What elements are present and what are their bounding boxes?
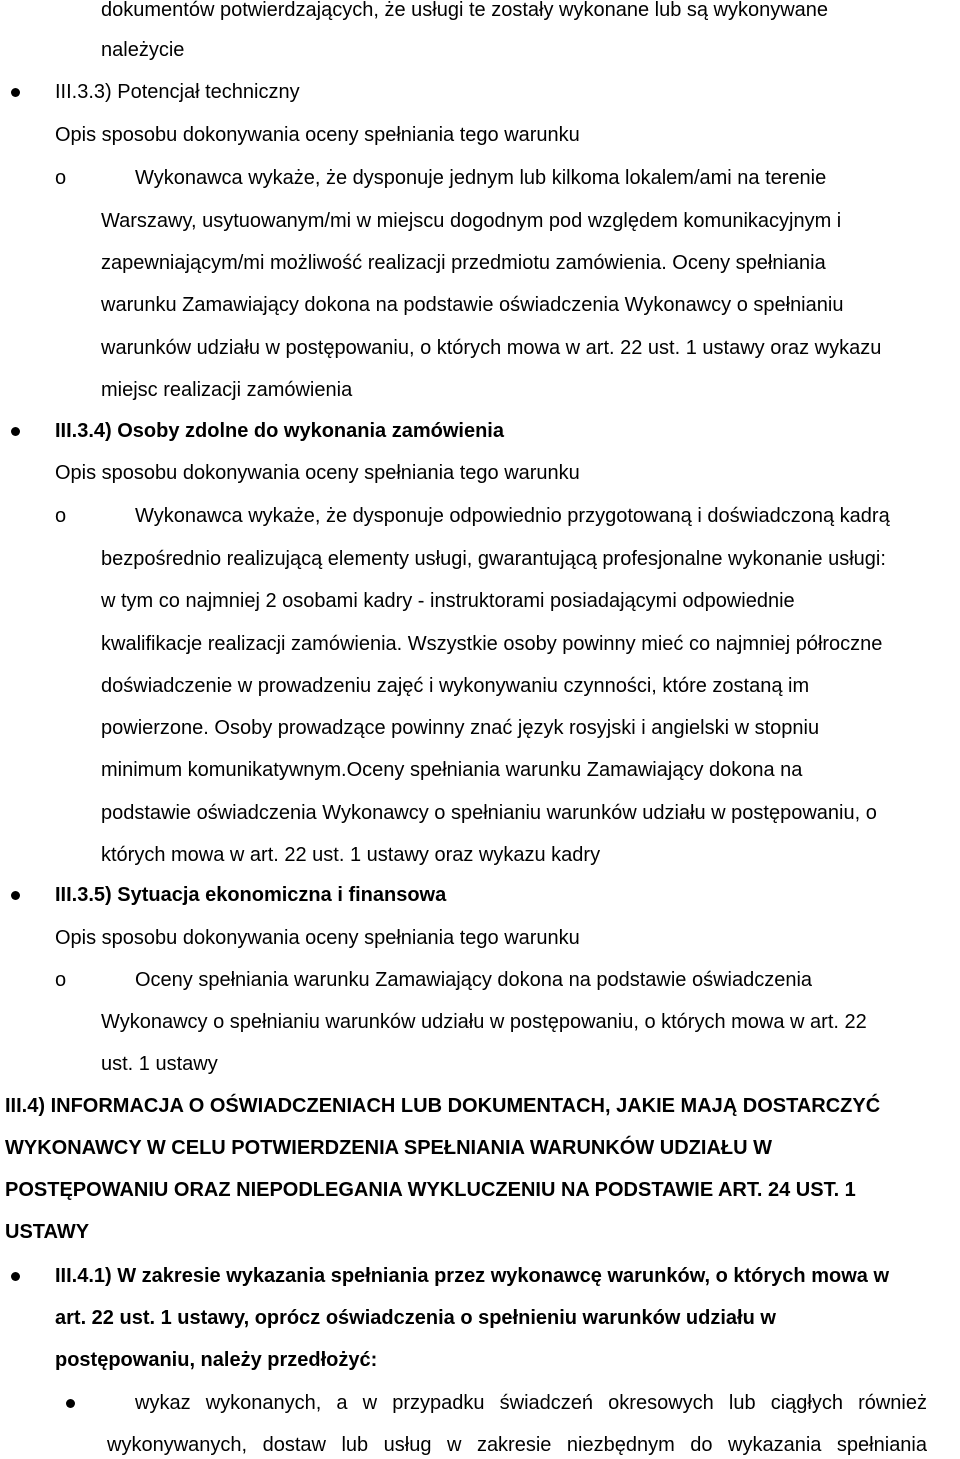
text-line: w tym co najmniej 2 osobami kadry - instruktorami posiadającymi odpowiednie — [101, 590, 795, 612]
section-heading: III.3.4) Osoby zdolne do wykonania zamówienia — [55, 420, 504, 442]
subheading: Opis sposobu dokonywania oceny spełniania tego warunku — [55, 927, 580, 949]
section-heading: III.4) INFORMACJA O OŚWIADCZENIACH LUB DOKUMENTACH, JAKIE MAJĄ DOSTARCZYĆ — [5, 1095, 881, 1117]
subheading: Opis sposobu dokonywania oceny spełniania tego warunku — [55, 462, 580, 484]
section-heading: art. 22 ust. 1 ustawy, oprócz oświadczenia o spełnieniu warunków udziału w — [55, 1307, 776, 1329]
section-heading: WYKONAWCY W CELU POTWIERDZENIA SPEŁNIANIA WARUNKÓW UDZIAŁU W — [5, 1137, 772, 1159]
text-line: Wykonawca wykaże, że dysponuje odpowiednio przygotowaną i doświadczoną kadrą — [135, 505, 890, 527]
bullet-icon — [11, 88, 20, 97]
section-heading: POSTĘPOWANIU ORAZ NIEPODLEGANIA WYKLUCZENIU NA PODSTAWIE ART. 24 UST. 1 — [5, 1179, 856, 1201]
text-line: warunków udziału w postępowaniu, o których mowa w art. 22 ust. 1 ustawy oraz wykazu — [101, 337, 882, 359]
bullet-icon — [11, 891, 20, 900]
subheading: Opis sposobu dokonywania oceny spełniania tego warunku — [55, 124, 580, 146]
text-line: których mowa w art. 22 ust. 1 ustawy oraz wykazu kadry — [101, 844, 601, 866]
text-line: należycie — [101, 39, 185, 61]
text-line: kwalifikacje realizacji zamówienia. Wszystkie osoby powinny mieć co najmniej półroczne — [101, 633, 883, 655]
section-heading: III.3.5) Sytuacja ekonomiczna i finansowa — [55, 884, 447, 906]
section-heading: III.3.3) Potencjał techniczny — [55, 81, 300, 103]
text-line: wykaz wykonanych, a w przypadku świadczeń okresowych lub ciągłych również — [135, 1392, 927, 1414]
text-line: dokumentów potwierdzających, że usługi te zostały wykonane lub są wykonywane — [101, 0, 829, 21]
text-line: minimum komunikatywnym.Oceny spełniania warunku Zamawiający dokona na — [101, 759, 803, 781]
text-line: zapewniającym/mi możliwość realizacji przedmiotu zamówienia. Oceny spełniania — [101, 252, 826, 274]
text-line: Wykonawca wykaże, że dysponuje jednym lub kilkoma lokalem/ami na terenie — [135, 167, 827, 189]
section-heading: USTAWY — [5, 1221, 90, 1243]
text-line: Warszawy, usytuowanym/mi w miejscu dogodnym pod względem komunikacyjnym i — [101, 210, 842, 232]
circle-bullet-icon: o — [55, 167, 67, 189]
text-line: warunku Zamawiający dokona na podstawie oświadczenia Wykonawcy o spełnianiu — [101, 294, 844, 316]
bullet-icon — [11, 1272, 20, 1281]
text-line: bezpośrednio realizującą elementy usługi, gwarantującą profesjonalne wykonanie usługi: — [101, 548, 886, 570]
circle-bullet-icon: o — [55, 969, 67, 991]
bullet-icon — [11, 427, 20, 436]
section-heading: postępowaniu, należy przedłożyć: — [55, 1349, 378, 1371]
bullet-icon — [66, 1399, 75, 1408]
text-line: doświadczenie w prowadzeniu zajęć i wykonywaniu czynności, które zostaną im — [101, 675, 810, 697]
text-line: wykonywanych, dostaw lub usług w zakresie niezbędnym do wykazania spełniania — [107, 1434, 927, 1456]
text-line: Oceny spełniania warunku Zamawiający dokona na podstawie oświadczenia — [135, 969, 813, 991]
text-line: miejsc realizacji zamówienia — [101, 379, 353, 401]
text-line: ust. 1 ustawy — [101, 1053, 218, 1075]
section-heading: III.4.1) W zakresie wykazania spełniania przez wykonawcę warunków, o których mowa w — [55, 1265, 889, 1287]
text-line: powierzone. Osoby prowadzące powinny znać język rosyjski i angielski w stopniu — [101, 717, 820, 739]
text-line: Wykonawcy o spełnianiu warunków udziału w postępowaniu, o których mowa w art. 22 — [101, 1011, 867, 1033]
text-line: podstawie oświadczenia Wykonawcy o spełnianiu warunków udziału w postępowaniu, o — [101, 802, 877, 824]
circle-bullet-icon: o — [55, 505, 67, 527]
